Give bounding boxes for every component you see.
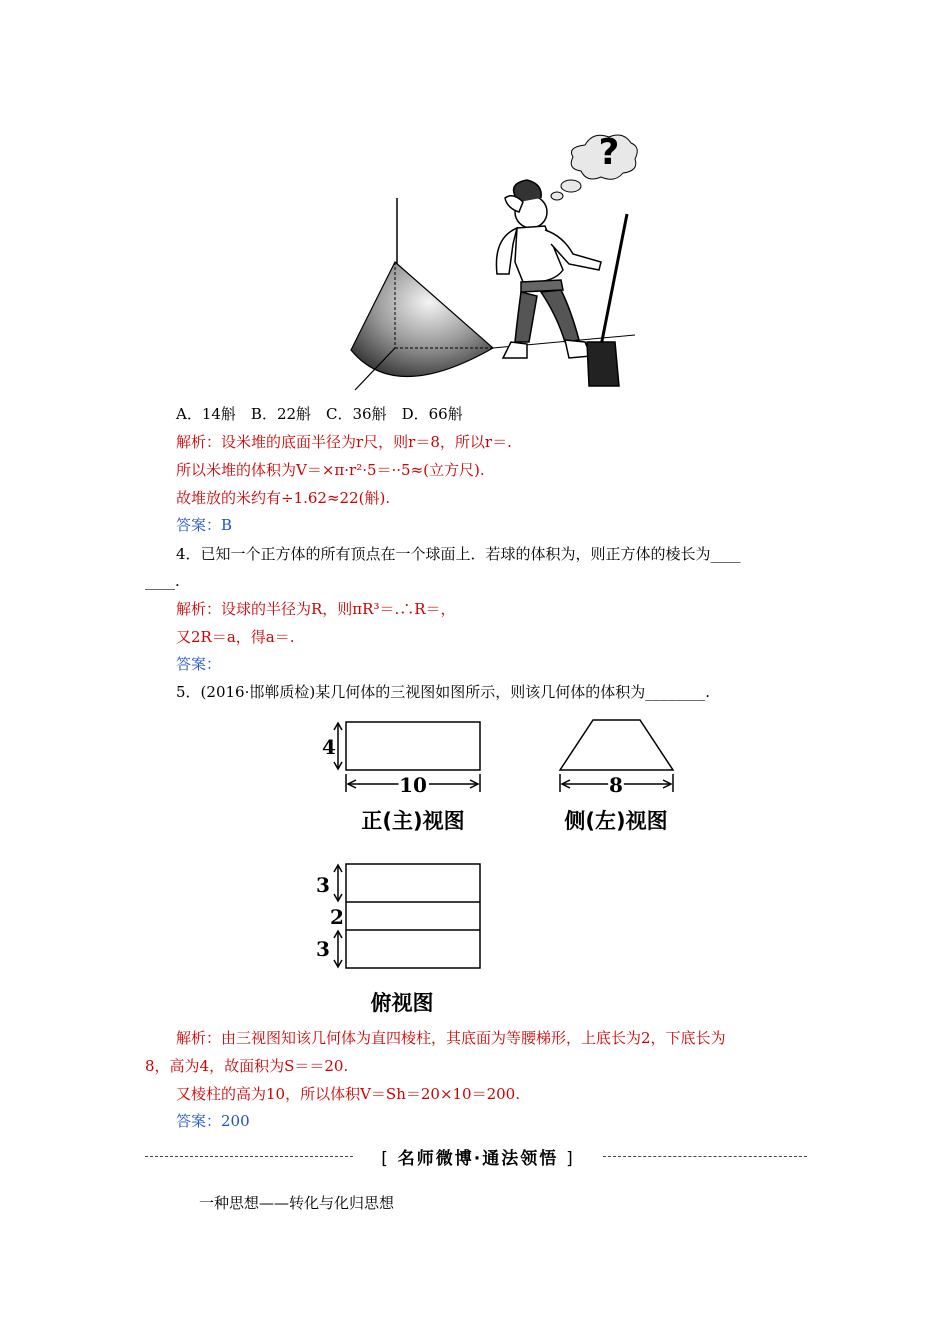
q5-solution-line-1: [176, 1028, 726, 1048]
q5-answer-label: 答案：: [176, 1112, 222, 1130]
q4-question-line-1: 4．已知一个正方体的所有顶点在一个球面上．若球的体积为，则正方体的棱长为____: [176, 545, 741, 563]
divider-dash-right: [603, 1156, 807, 1157]
q4-solution-text-1: 设球的半径为R，则πR³＝.∴R＝，: [221, 600, 456, 618]
section-title: [355, 1144, 601, 1169]
section-divider: [145, 1140, 807, 1174]
q4-solution-label: 解析：: [176, 600, 222, 618]
q5-answer: [176, 1111, 250, 1131]
q5-solution-text-1: 由三视图知该几何体为直四棱柱，其底面为等腰梯形，上底长为2，下底长为: [221, 1029, 726, 1047]
q4-question-line-2: ____.: [145, 572, 180, 590]
front-width-label: 10: [399, 773, 427, 797]
bracket-open: [: [381, 1149, 390, 1169]
q5-question: 5．(2016·邯郸质检)某几何体的三视图如图所示，则该几何体的体积为________.: [176, 683, 710, 701]
three-view-figure: [310, 710, 680, 1020]
divider-dash-left: [145, 1156, 353, 1157]
side-view-caption: 侧(左)视图: [564, 809, 668, 833]
q3-solution-text-1: 设米堆的底面半径为r尺，则r＝8，所以r＝.: [221, 433, 512, 451]
q5-solution-label: 解析：: [176, 1029, 222, 1047]
rice-pile-illustration: [335, 120, 645, 398]
front-height-label: 4: [322, 735, 336, 759]
svg-text:?: ?: [598, 132, 620, 173]
three-view-drawing: [310, 710, 680, 1020]
q3-solution-line-2: 所以米堆的体积为V＝×π·r²·5＝··5≈(立方尺).: [176, 461, 485, 479]
q5-solution-line-3: 又棱柱的高为10，所以体积V＝Sh＝20×10＝200.: [176, 1085, 520, 1103]
top-view: [334, 864, 480, 968]
q4-answer: [176, 654, 221, 674]
side-width-label: 8: [609, 773, 623, 797]
top-view-caption: 俯视图: [370, 991, 434, 1015]
q4-answer-label: 答案：: [176, 655, 222, 673]
q5-solution-line-2: 8，高为4，故面积为S＝＝20.: [145, 1057, 349, 1075]
q3-solution-label: 解析：: [176, 433, 222, 451]
q3-options: A．14斛 B．22斛 C．36斛 D．66斛: [176, 405, 463, 423]
footer-line: 一种思想——转化与化归思想: [199, 1194, 395, 1212]
bracket-close: ]: [566, 1149, 575, 1169]
top-dim-3: 3: [316, 937, 330, 961]
q3-solution-line-3: 故堆放的米约有÷1.62≈22(斛).: [176, 489, 391, 507]
front-view-caption: 正(主)视图: [361, 809, 465, 833]
q5-answer-value: 200: [221, 1112, 250, 1130]
person-figure: [496, 180, 627, 386]
q3-answer-label: 答案：: [176, 516, 222, 534]
q3-solution-line-1: [176, 432, 512, 452]
q4-solution-line-2: 又2R＝a，得a＝.: [176, 628, 295, 646]
q3-answer: [176, 515, 232, 535]
top-dim-1: 3: [316, 873, 330, 897]
section-title-text: 名师微博·通法领悟: [397, 1149, 559, 1169]
q4-solution-line-1: [176, 599, 456, 619]
top-dim-2: 2: [330, 905, 344, 929]
q3-answer-value: B: [221, 516, 233, 534]
thought-cloud-icon: [551, 132, 637, 200]
